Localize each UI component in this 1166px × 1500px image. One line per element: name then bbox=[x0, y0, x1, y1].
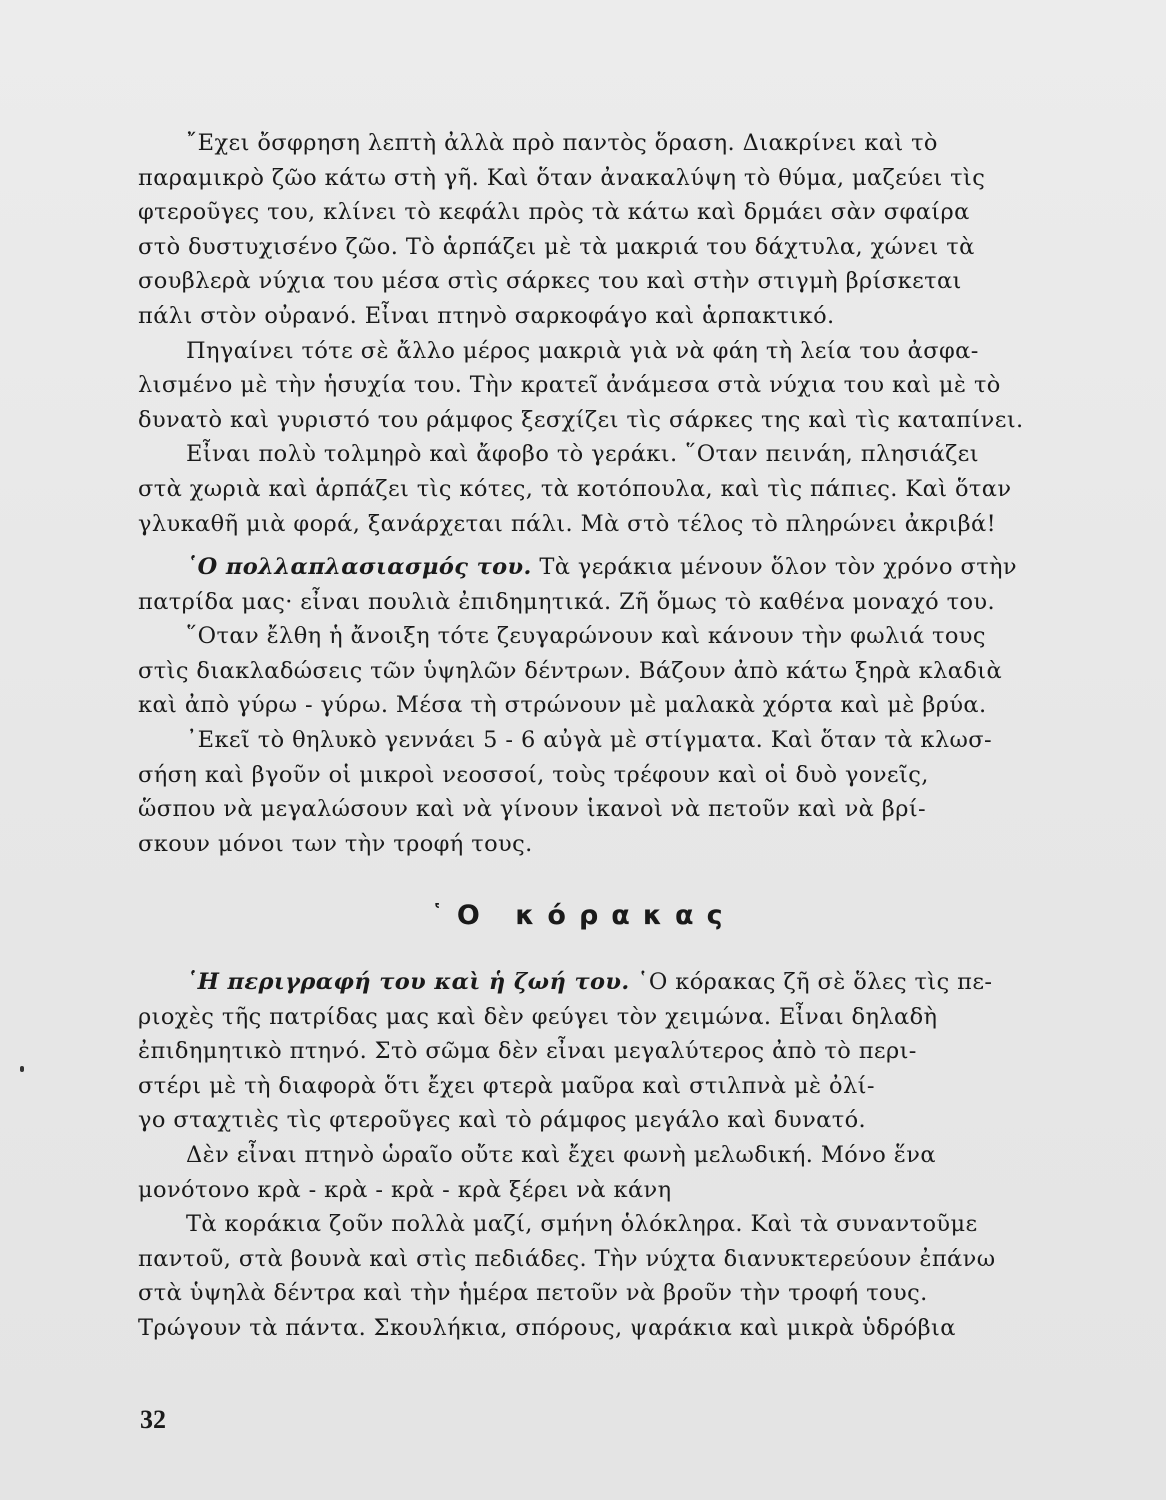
text-line: στὰ χωριὰ καὶ ἁρπάζει τὶς κότες, τὰ κοτόπουλα, καὶ τὶς πάπιες. Καὶ ὅταν bbox=[138, 475, 1012, 502]
chapter-heading: ῾Ο κόρακας bbox=[430, 900, 736, 931]
text-line bbox=[138, 965, 1088, 1000]
section-subtitle: ῾Ο πολλαπλασιασμός του. bbox=[186, 554, 532, 580]
text-line: δυνατὸ καὶ γυριστό του ράμφος ξεσχίζει τὶς σάρκες της καὶ τὶς καταπίνει. bbox=[138, 406, 1024, 433]
text-line: ῎Εχει ὄσφρηση λεπτὴ ἀλλὰ πρὸ παντὸς ὅραση. Διακρίνει καὶ τὸ bbox=[186, 130, 938, 156]
text-line: ριοχὲς τῆς πατρίδας μας καὶ δὲν φεύγει τὸν χειμώνα. Εἶναι δηλαδὴ bbox=[138, 1003, 938, 1030]
text-line: ὥσπου νὰ μεγαλώσουν καὶ νὰ γίνουν ἱκανοὶ νὰ πετοῦν καὶ νὰ βρί- bbox=[138, 796, 927, 823]
text-line: στὶς διακλαδώσεις τῶν ὑψηλῶν δέντρων. Βάζουν ἀπὸ κάτω ξηρὰ κλαδιὰ bbox=[138, 657, 1003, 684]
text-line: ᾿Εκεῖ τὸ θηλυκὸ γεννάει 5 - 6 αὐγὰ μὲ στίγματα. Καὶ ὅταν τὰ κλωσ- bbox=[186, 726, 992, 753]
paragraph-hawk-hunting bbox=[138, 126, 1088, 541]
text-line bbox=[138, 550, 1088, 585]
text-line: Τρώγουν τὰ πάντα. Σκουλήκια, σπόρους, ψαράκια καὶ μικρὰ ὑδρόβια bbox=[138, 1314, 956, 1341]
text-line: γλυκαθῆ μιὰ φορά, ξανάρχεται πάλι. Μὰ στὸ τέλος τὸ πληρώνει ἀκριβά! bbox=[138, 510, 997, 537]
text-line: Τὰ κοράκια ζοῦν πολλὰ μαζί, σμήνη ὁλόκληρα. Καὶ τὰ συναντοῦμε bbox=[186, 1211, 978, 1238]
text-line: ἐπιδημητικὸ πτηνό. Στὸ σῶμα δὲν εἶναι μεγαλύτερος ἀπὸ τὸ περι- bbox=[138, 1038, 917, 1065]
text-line: σουβλερὰ νύχια του μέσα στὶς σάρκες του καὶ στὴν στιγμὴ βρίσκεται bbox=[138, 268, 962, 295]
text-span: ῾Ο κόρακας ζῆ σὲ ὅλες τὶς πε- bbox=[629, 969, 993, 995]
text-line: πάλι στὸν οὐρανό. Εἶναι πτηνὸ σαρκοφάγο καὶ ἁρπακτικό. bbox=[138, 302, 835, 329]
text-line: σήση καὶ βγοῦν οἱ μικροὶ νεοσσοί, τοὺς τρέφουν καὶ οἱ δυὸ γονεῖς, bbox=[138, 761, 929, 788]
text-line: ῞Οταν ἔλθη ἡ ἄνοιξη τότε ζευγαρώνουν καὶ κάνουν τὴν φωλιά τους bbox=[186, 623, 986, 650]
page-number: 32 bbox=[140, 1405, 166, 1434]
text-line: στέρι μὲ τὴ διαφορὰ ὅτι ἔχει φτερὰ μαῦρα καὶ στιλπνὰ μὲ ὀλί- bbox=[138, 1072, 875, 1099]
text-line: στὰ ὑψηλὰ δέντρα καὶ τὴν ἡμέρα πετοῦν νὰ βροῦν τὴν τροφή τους. bbox=[138, 1280, 928, 1307]
text-line: Πηγαίνει τότε σὲ ἄλλο μέρος μακριὰ γιὰ νὰ φάη τὴ λεία του ἀσφα- bbox=[186, 337, 979, 364]
ink-speck bbox=[20, 1066, 24, 1072]
paragraph-hawk-reproduction bbox=[138, 550, 1088, 861]
text-line: πατρίδα μας· εἶναι πουλιὰ ἐπιδημητικά. Ζῆ ὅμως τὸ καθένα μοναχό του. bbox=[138, 588, 996, 615]
text-line: στὸ δυστυχισένο ζῶο. Τὸ ἁρπάζει μὲ τὰ μακριά του δάχτυλα, χώνει τὰ bbox=[138, 233, 975, 260]
section-subtitle: ῾Η περιγραφή του καὶ ἡ ζωή του. bbox=[186, 969, 630, 995]
paragraph-crow-description bbox=[138, 965, 1088, 1346]
text-line: γο σταχτιὲς τὶς φτεροῦγες καὶ τὸ ράμφος μεγάλο καὶ δυνατό. bbox=[138, 1107, 867, 1134]
text-line: μονότονο κρὰ - κρὰ - κρὰ - κρὰ ξέρει νὰ κάνη bbox=[138, 1176, 672, 1203]
text-line: σκουν μόνοι των τὴν τροφή τους. bbox=[138, 830, 533, 857]
text-line: παντοῦ, στὰ βουνὰ καὶ στὶς πεδιάδες. Τὴν νύχτα διανυκτερεύουν ἐπάνω bbox=[138, 1245, 996, 1272]
text-line: φτεροῦγες του, κλίνει τὸ κεφάλι πρὸς τὰ κάτω καὶ δρμάει σὰν σφαίρα bbox=[138, 199, 970, 226]
text-line: λισμένο μὲ τὴν ἡσυχία του. Τὴν κρατεῖ ἀνάμεσα στὰ νύχια του καὶ μὲ τὸ bbox=[138, 372, 1001, 399]
text-line: καὶ ἀπὸ γύρω - γύρω. Μέσα τὴ στρώνουν μὲ μαλακὰ χόρτα καὶ μὲ βρύα. bbox=[138, 692, 987, 719]
text-span: Τὰ γεράκια μένουν ὅλον τὸν χρόνο στὴν bbox=[531, 554, 1018, 580]
text-line: παραμικρὸ ζῶο κάτω στὴ γῆ. Καὶ ὅταν ἀνακαλύψη τὸ θύμα, μαζεύει τὶς bbox=[138, 164, 986, 191]
text-line: Δὲν εἶναι πτηνὸ ὡραῖο οὔτε καὶ ἔχει φωνὴ μελωδική. Μόνο ἕνα bbox=[186, 1141, 936, 1168]
text-line: Εἶναι πολὺ τολμηρὸ καὶ ἄφοβο τὸ γεράκι. ῞Οταν πεινάη, πλησιάζει bbox=[186, 441, 979, 468]
